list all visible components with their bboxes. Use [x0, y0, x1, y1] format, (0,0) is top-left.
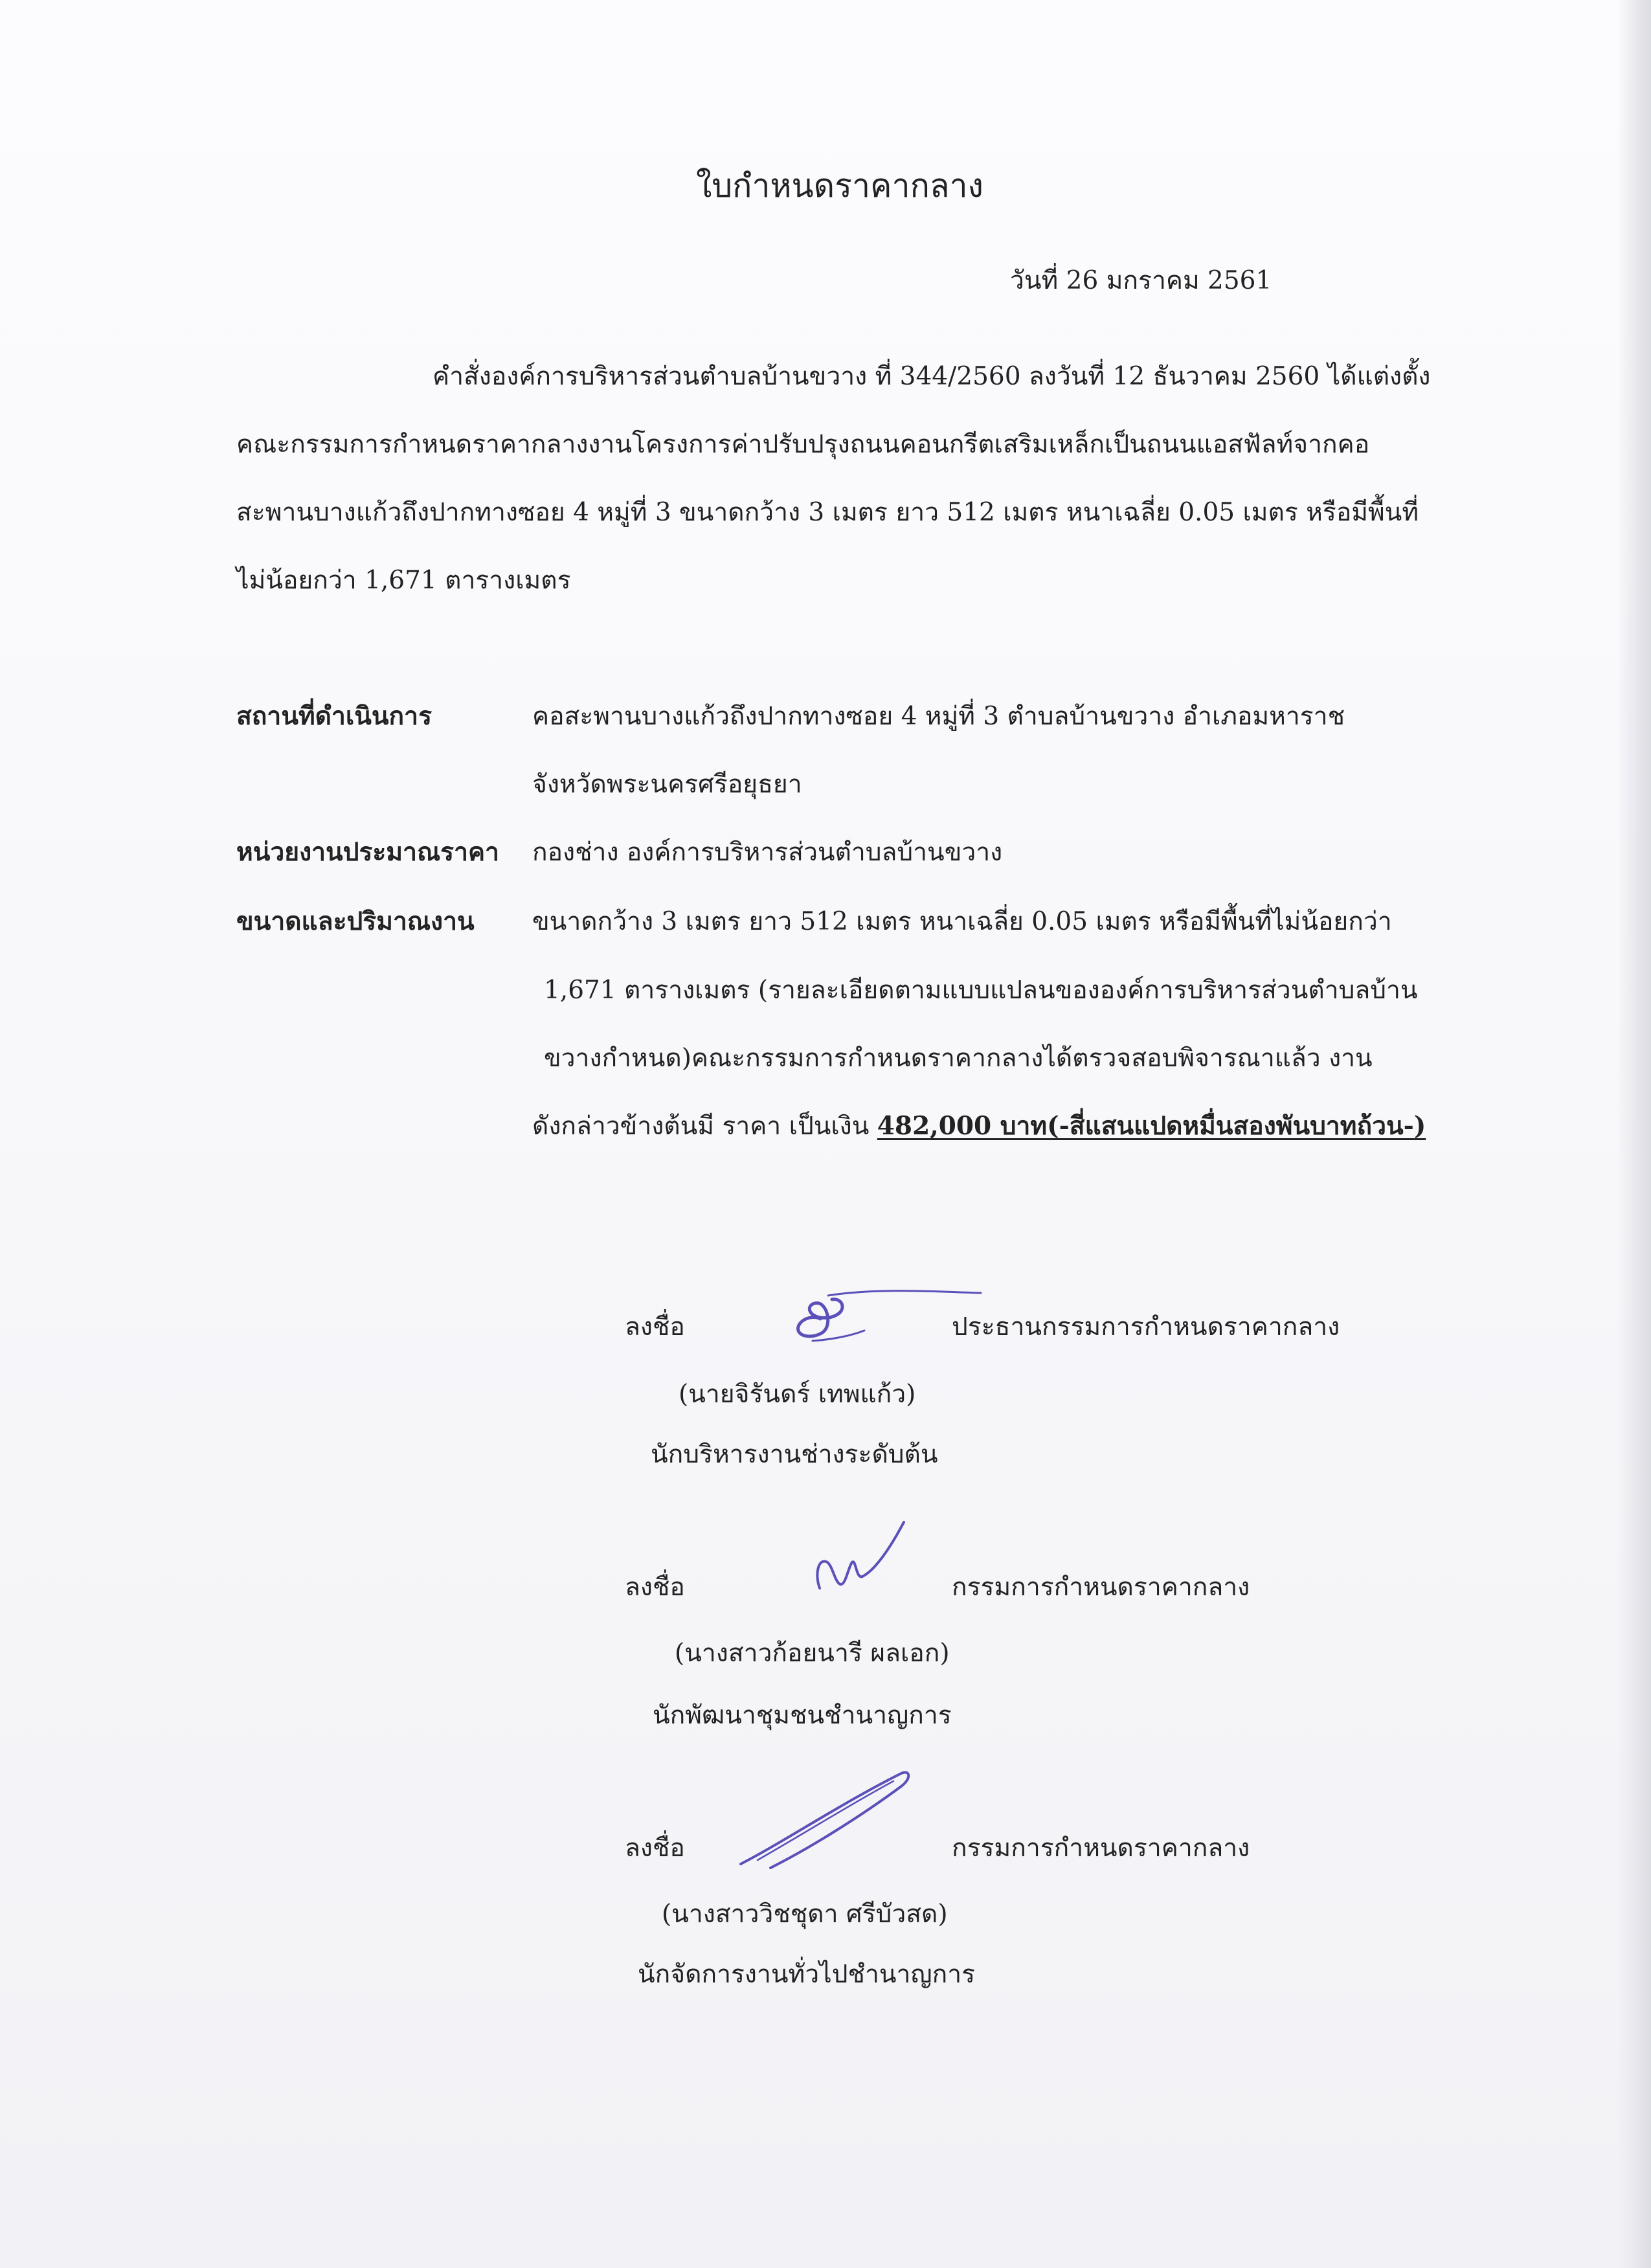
signer-position: นักบริหารงานช่างระดับต้น	[651, 1440, 938, 1469]
signature-mark-3	[732, 1764, 919, 1874]
document-date: วันที่ 26 มกราคม 2561	[1010, 266, 1272, 295]
signer-position: นักพัฒนาชุมชนชำนาญการ	[653, 1701, 952, 1730]
scope-line: ขนาดกว้าง 3 เมตร ยาว 512 เมตร หนาเฉลี่ย 0.05 เมตร หรือมีพื้นที่ไม่น้อยกว่า	[532, 907, 1392, 936]
sign-label: ลงชื่อ	[625, 1834, 685, 1863]
intro-line: ไม่น้อยกว่า 1,671 ตารางเมตร	[236, 566, 571, 595]
paper-edge-shadow	[1617, 0, 1651, 2268]
pricing-unit-label: หน่วยงานประมาณราคา	[236, 837, 499, 867]
location-label: สถานที่ดำเนินการ	[236, 701, 432, 731]
signer-role: กรรมการกำหนดราคากลาง	[952, 1834, 1250, 1863]
signature-mark-2	[809, 1512, 913, 1602]
signer-role: กรรมการกำหนดราคากลาง	[952, 1573, 1250, 1602]
intro-line: สะพานบางแก้วถึงปากทางซอย 4 หมู่ที่ 3 ขนาดกว้าง 3 เมตร ยาว 512 เมตร หนาเฉลี่ย 0.05 เมตร หรือมีพื้นที่	[236, 498, 1419, 527]
signer-position: นักจัดการงานทั่วไปชำนาญการ	[638, 1960, 976, 1989]
sign-label: ลงชื่อ	[625, 1312, 685, 1342]
signer-name: (นายจิรันดร์ เทพแก้ว)	[679, 1380, 916, 1409]
total-amount: 482,000 บาท(-สี่แสนแปดหมื่นสองพันบาทถ้วน-)	[877, 1111, 1426, 1141]
sign-label: ลงชื่อ	[625, 1573, 685, 1602]
signer-role: ประธานกรรมการกำหนดราคากลาง	[952, 1312, 1340, 1342]
scope-line: ขวางกำหนด)คณะกรรมการกำหนดราคากลางได้ตรวจสอบพิจารณาแล้ว งาน	[544, 1044, 1373, 1073]
location-value: คอสะพานบางแก้วถึงปากทางซอย 4 หมู่ที่ 3 ตำบลบ้านขวาง อำเภอมหาราช	[532, 702, 1345, 731]
intro-line: คำสั่งองค์การบริหารส่วนตำบลบ้านขวาง ที่ 344/2560 ลงวันที่ 12 ธันวาคม 2560 ได้แต่งตั้ง	[432, 362, 1431, 391]
signer-name: (นางสาววิชชุดา ศรีบัวสด)	[662, 1900, 948, 1929]
scope-price-line	[532, 1106, 1426, 1146]
intro-line: คณะกรรมการกำหนดราคากลางงานโครงการค่าปรับปรุงถนนคอนกรีตเสริมเหล็กเป็นถนนแอสฟัลท์จากคอ	[236, 430, 1370, 459]
scope-label: ขนาดและปริมาณงาน	[236, 906, 475, 936]
document-title: ใบกำหนดราคากลาง	[696, 167, 983, 205]
scope-line: 1,671 ตารางเมตร (รายละเอียดตามแบบแปลนขององค์การบริหารส่วนตำบลบ้าน	[544, 976, 1418, 1005]
scope-price-prefix: ดังกล่าวข้างต้นมี ราคา เป็นเงิน	[532, 1112, 877, 1141]
signer-name: (นางสาวก้อยนารี ผลเอก)	[675, 1639, 950, 1668]
location-value: จังหวัดพระนครศรีอยุธยา	[532, 770, 802, 799]
pricing-unit-value: กองช่าง องค์การบริหารส่วนตำบลบ้านขวาง	[532, 838, 1003, 867]
